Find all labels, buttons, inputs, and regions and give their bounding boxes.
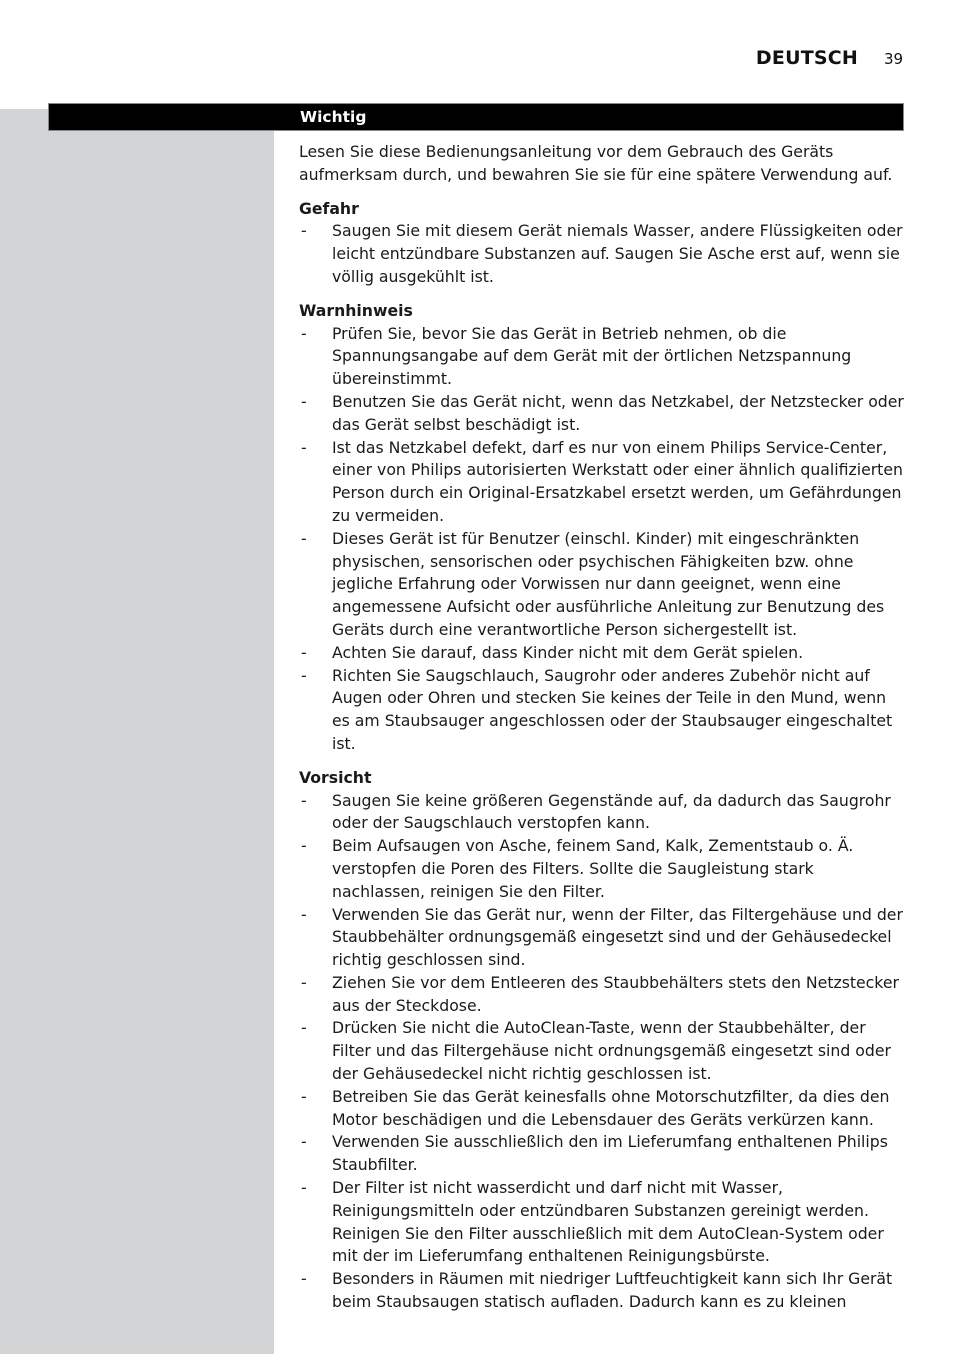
list-item: - Prüfen Sie, bevor Sie das Gerät in Betrieb nehmen, ob die Spannungsangabe auf dem Gerät mit der örtlichen Netzspannung übereinstimmt. (299, 323, 907, 391)
heading-gefahr: Gefahr (299, 198, 359, 218)
list-item: - Ist das Netzkabel defekt, darf es nur von einem Philips Service-Center, einer von Philips autorisierten Werkstatt oder einer ähnlich qualifizierten Person durch ein Original-Ersatzkabel ersetzt werden, um Gefährdungen zu vermeiden. (299, 437, 907, 528)
intro-paragraph: Lesen Sie diese Bedienungsanleitung vor dem Gebrauch des Geräts aufmerksam durch, und bewahren Sie sie für eine spätere Verwendung auf. (299, 142, 893, 184)
list-item: - Verwenden Sie ausschließlich den im Lieferumfang enthaltenen Philips Staubfilter. (299, 1131, 907, 1177)
list-item: - Verwenden Sie das Gerät nur, wenn der Filter, das Filtergehäuse und der Staubbehälter ordnungsgemäß eingesetzt sind und der Gehäusedeckel richtig geschlossen sind. (299, 904, 907, 972)
list-item: - Richten Sie Saugschlauch, Saugrohr oder anderes Zubehör nicht auf Augen oder Ohren und stecken Sie keines der Teile in den Mund, wenn es am Staubsauger angeschlossen oder der Staubsauger eingeschaltet ist. (299, 665, 907, 756)
list-item: - Benutzen Sie das Gerät nicht, wenn das Netzkabel, der Netzstecker oder das Gerät selbst beschädigt ist. (299, 391, 907, 437)
list-vorsicht (299, 790, 907, 1314)
language-header: DEUTSCH (755, 47, 858, 69)
margin-column (0, 109, 274, 1354)
section-title: Wichtig (300, 108, 367, 126)
list-item: - Drücken Sie nicht die AutoClean-Taste, wenn der Staubbehälter, der Filter und das Filtergehäuse nicht ordnungsgemäß eingesetzt sind oder der Gehäusedeckel nicht richtig geschlossen ist. (299, 1017, 907, 1085)
list-warnhinweis (299, 323, 907, 756)
heading-warnhinweis: Warnhinweis (299, 300, 413, 320)
list-item: - Achten Sie darauf, dass Kinder nicht mit dem Gerät spielen. (299, 642, 907, 665)
list-item: - Dieses Gerät ist für Benutzer (einschl. Kinder) mit eingeschränkten physischen, sensorischen oder psychischen Fähigkeiten bzw. ohne jegliche Erfahrung oder Vorwissen nur dann geeignet, wenn eine angemessene Aufsicht oder ausführliche Anleitung zur Benutzung des Geräts durch eine verantwortliche Person sichergestellt ist. (299, 528, 907, 642)
list-item: - Der Filter ist nicht wasserdicht und darf nicht mit Wasser, Reinigungsmitteln oder entzündbaren Substanzen gereinigt werden. Reinigen Sie den Filter ausschließlich mit dem AutoClean-System oder mit der im Lieferumfang enthaltenen Reinigungsbürste. (299, 1177, 907, 1268)
list-item: - Saugen Sie keine größeren Gegenstände auf, da dadurch das Saugrohr oder der Saugschlauch verstopfen kann. (299, 790, 907, 836)
heading-vorsicht: Vorsicht (299, 767, 372, 787)
list-item: - Betreiben Sie das Gerät keinesfalls ohne Motorschutzfilter, da dies den Motor beschädigen und die Lebensdauer des Geräts verkürzen kann. (299, 1086, 907, 1132)
list-item: - Beim Aufsaugen von Asche, feinem Sand, Kalk, Zementstaub o. Ä. verstopfen die Poren des Filters. Sollte die Saugleistung stark nachlassen, reinigen Sie den Filter. (299, 835, 907, 903)
list-item: - Saugen Sie mit diesem Gerät niemals Wasser, andere Flüssigkeiten oder leicht entzündbare Substanzen auf. Saugen Sie Asche erst auf, wenn sie völlig ausgekühlt ist. (299, 220, 907, 288)
list-item: - Besonders in Räumen mit niedriger Luftfeuchtigkeit kann sich Ihr Gerät beim Staubsaugen statisch aufladen. Dadurch kann es zu kleinen (299, 1268, 907, 1314)
list-gefahr (299, 220, 907, 288)
content-column (299, 141, 907, 1325)
section-bar (48, 103, 904, 131)
page-number: 39 (884, 50, 904, 68)
list-item: - Ziehen Sie vor dem Entleeren des Staubbehälters stets den Netzstecker aus der Steckdose. (299, 972, 907, 1018)
